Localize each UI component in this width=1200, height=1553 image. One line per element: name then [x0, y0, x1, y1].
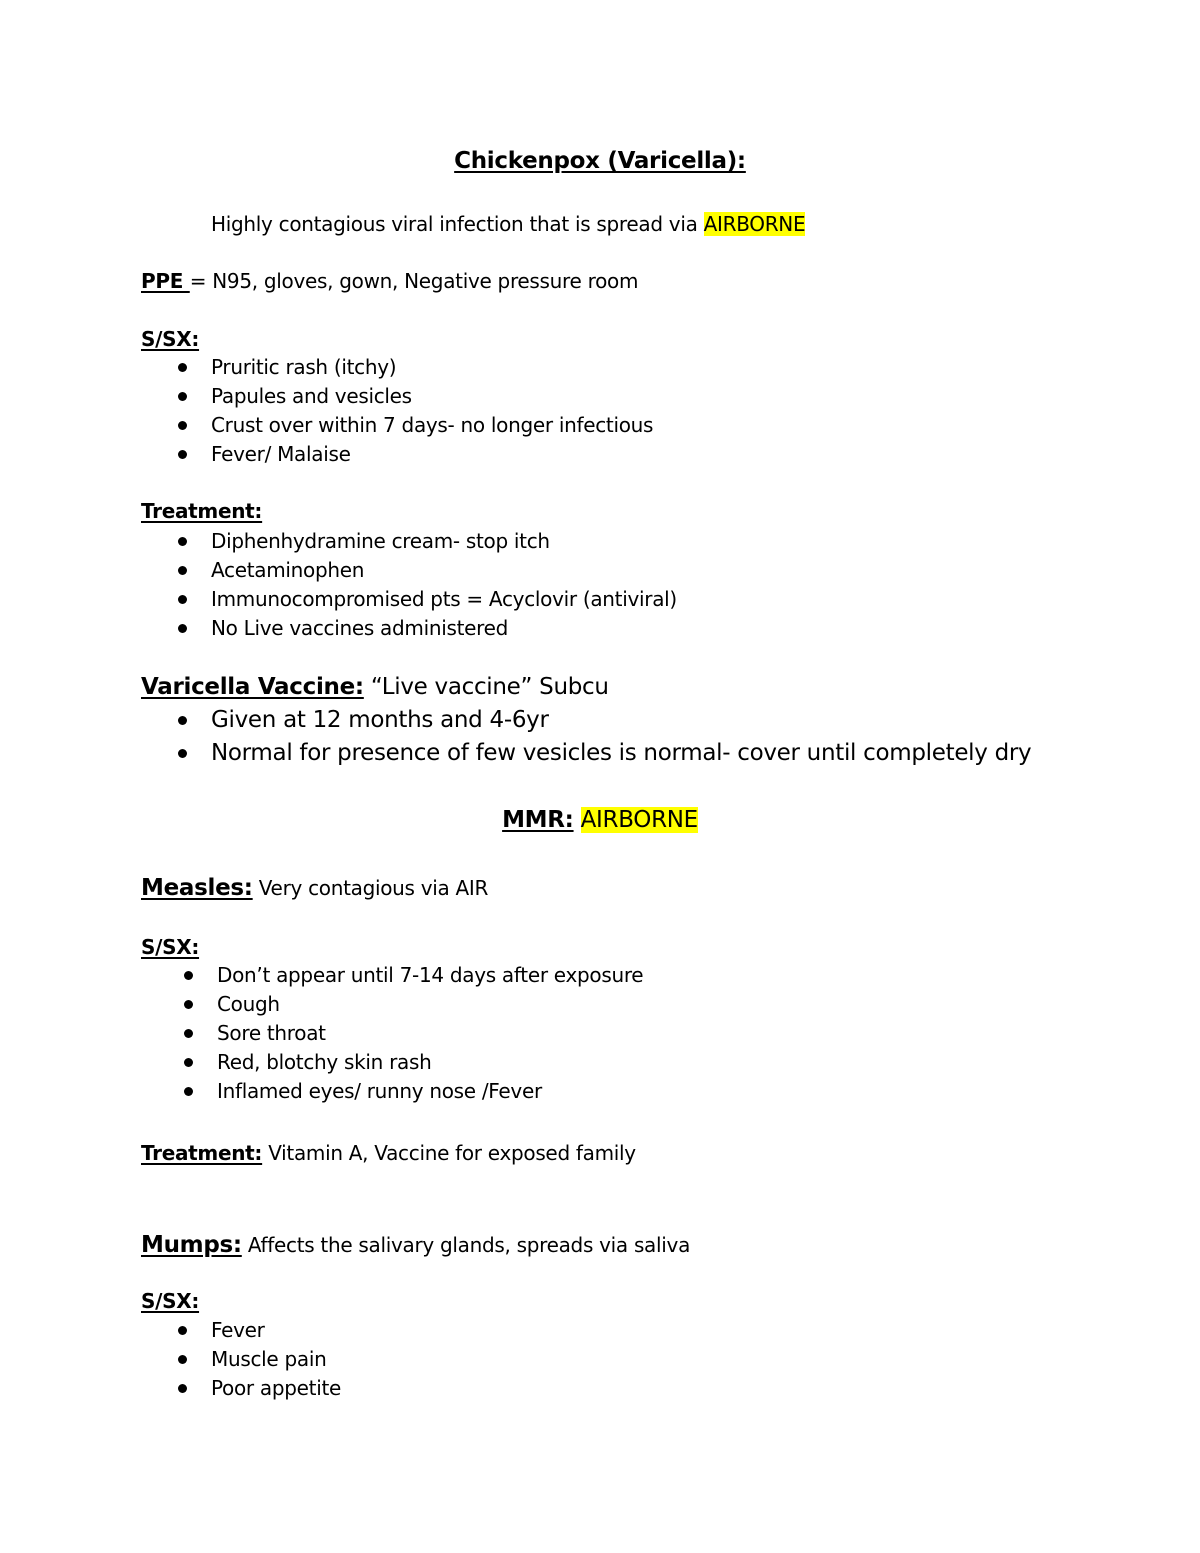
bullet-icon [178, 1326, 187, 1335]
list-item: Immunocompromised pts = Acyclovir (antiviral) [211, 586, 677, 615]
list-item: Poor appetite [211, 1375, 341, 1404]
bullet-icon [178, 392, 187, 401]
list-item: Normal for presence of few vesicles is normal- cover until completely dry [211, 738, 1031, 771]
bullet-icon [178, 749, 187, 758]
measles-treatment-text: Vitamin A, Vaccine for exposed family [262, 1141, 636, 1165]
bullet-icon [184, 971, 193, 980]
list-item: Muscle pain [211, 1346, 341, 1375]
bullet-icon [184, 1000, 193, 1009]
list-item: Acetaminophen [211, 557, 677, 586]
bullet-icon [178, 566, 187, 575]
list-item: Fever/ Malaise [211, 441, 653, 470]
chickenpox-treatment-list [211, 528, 677, 644]
bullet-icon [178, 624, 187, 633]
bullet-icon [178, 716, 187, 725]
list-item: Given at 12 months and 4-6yr [211, 705, 1031, 738]
varicella-vaccine-line [141, 672, 609, 702]
chickenpox-intro-text: Highly contagious viral infection that is spread via [211, 212, 704, 236]
ppe-line [141, 268, 638, 294]
list-item: Red, blotchy skin rash [217, 1049, 643, 1078]
chickenpox-title [0, 146, 1200, 176]
bullet-icon [184, 1058, 193, 1067]
mumps-ssx-list [211, 1317, 341, 1404]
varicella-vaccine-text: “Live vaccine” Subcu [363, 674, 609, 700]
chickenpox-ssx-list [211, 354, 653, 470]
measles-ssx-list [217, 962, 643, 1107]
bullet-icon [178, 363, 187, 372]
list-item: Don’t appear until 7-14 days after exposure [217, 962, 643, 991]
measles-line [141, 873, 488, 903]
ppe-text: = N95, gloves, gown, Negative pressure room [189, 269, 639, 293]
chickenpox-ssx-heading: S/SX: [141, 327, 200, 351]
mumps-label: Mumps: [141, 1232, 242, 1258]
mumps-text: Affects the salivary glands, spreads via saliva [241, 1233, 691, 1257]
list-item: Papules and vesicles [211, 383, 653, 412]
varicella-vaccine-list [211, 705, 1031, 771]
bullet-icon [184, 1029, 193, 1038]
bullet-icon [184, 1087, 193, 1096]
list-item: Cough [217, 991, 643, 1020]
list-item: Crust over within 7 days- no longer infectious [211, 412, 653, 441]
mumps-line [141, 1230, 690, 1260]
chickenpox-treatment-heading: Treatment: [141, 499, 263, 523]
list-item: Pruritic rash (itchy) [211, 354, 653, 383]
bullet-icon [178, 1355, 187, 1364]
list-item: Diphenhydramine cream- stop itch [211, 528, 677, 557]
ppe-label: PPE [141, 269, 190, 293]
chickenpox-title-text: Chickenpox (Varicella): [454, 148, 746, 174]
list-item: No Live vaccines administered [211, 615, 677, 644]
list-item: Inflamed eyes/ runny nose /Fever [217, 1078, 643, 1107]
measles-text: Very contagious via AIR [252, 876, 489, 900]
mmr-airborne-highlight: AIRBORNE [580, 807, 698, 833]
varicella-vaccine-label: Varicella Vaccine: [141, 674, 364, 700]
mumps-ssx-heading: S/SX: [141, 1289, 200, 1313]
list-item: Fever [211, 1317, 341, 1346]
measles-treatment-line [141, 1140, 636, 1166]
bullet-icon [178, 421, 187, 430]
mmr-title-text: MMR: [502, 807, 574, 833]
measles-ssx-heading: S/SX: [141, 935, 200, 959]
measles-label: Measles: [141, 875, 253, 901]
chickenpox-intro [211, 211, 805, 237]
list-item: Sore throat [217, 1020, 643, 1049]
mmr-title [0, 805, 1200, 835]
measles-treatment-label: Treatment: [141, 1141, 263, 1165]
bullet-icon [178, 1384, 187, 1393]
bullet-icon [178, 450, 187, 459]
bullet-icon [178, 537, 187, 546]
bullet-icon [178, 595, 187, 604]
chickenpox-airborne-highlight: AIRBORNE [703, 212, 806, 236]
